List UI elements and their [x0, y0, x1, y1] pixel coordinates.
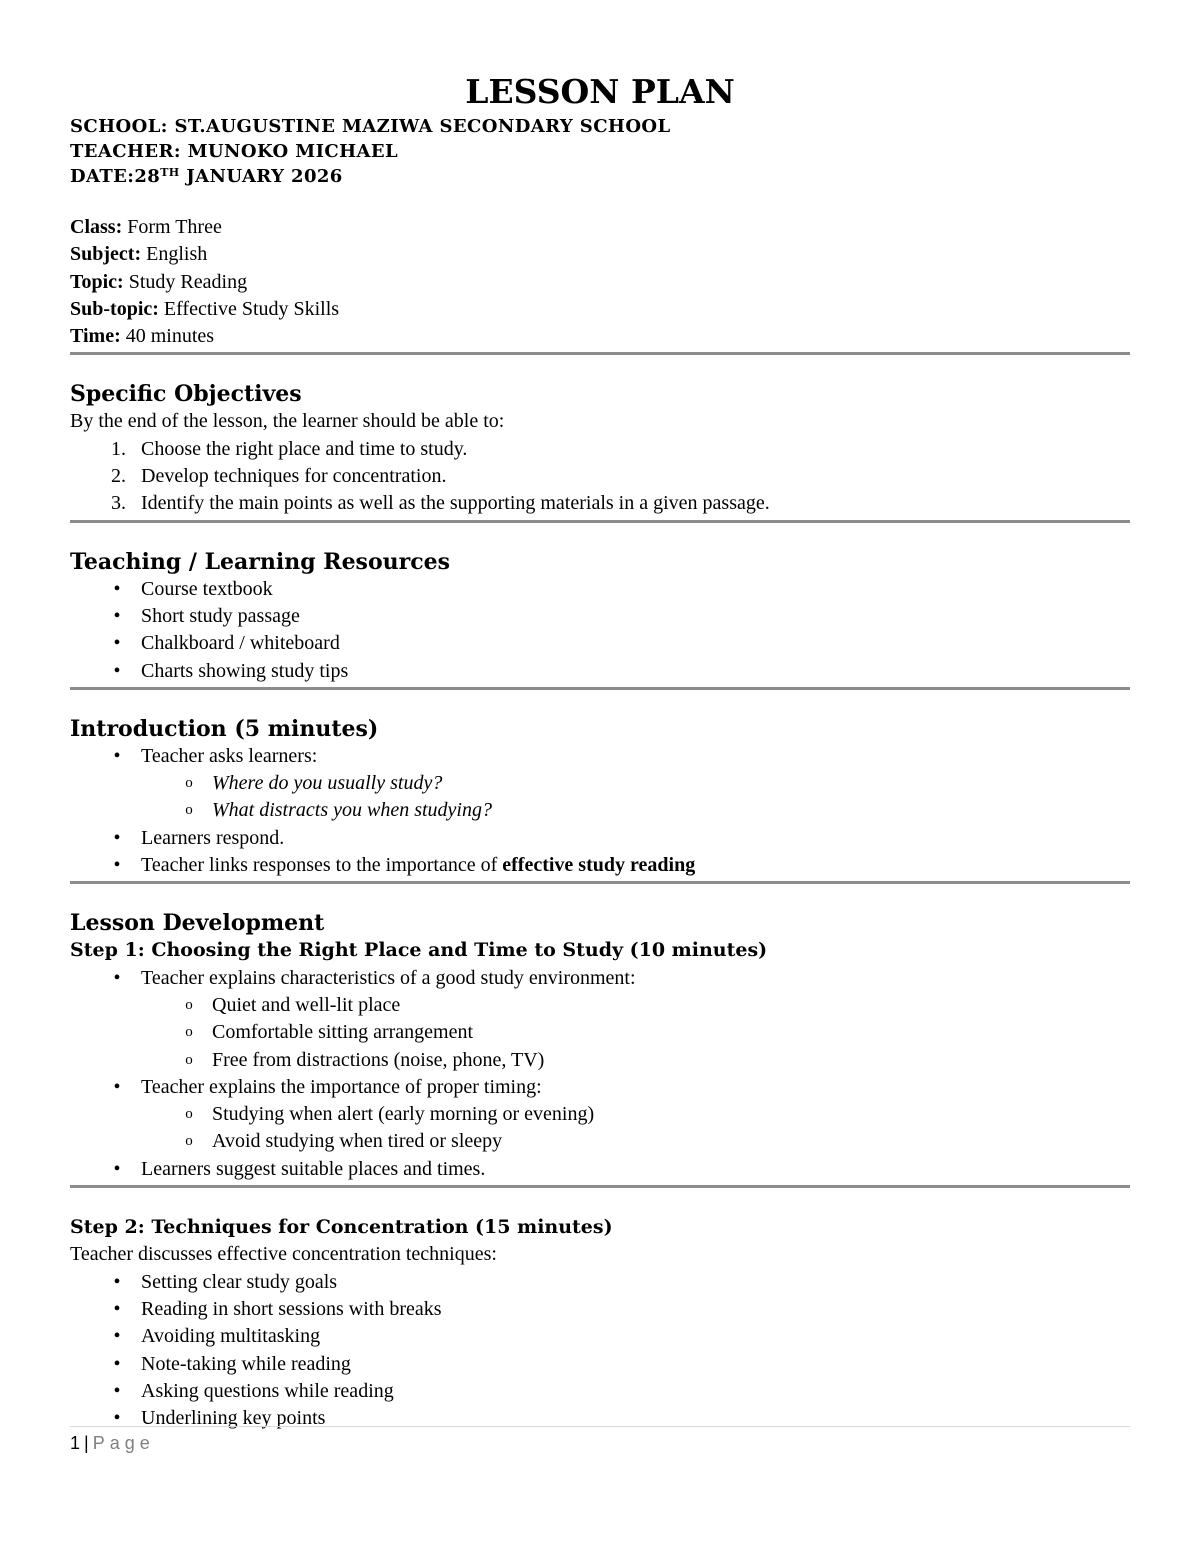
step2-list	[70, 1269, 1130, 1433]
sub-list-item: o Quiet and well-lit place	[70, 992, 1130, 1019]
list-item: • Underlining key points	[70, 1405, 1130, 1432]
sub-bullet-icon: o	[185, 775, 193, 792]
list-item: • Asking questions while reading	[70, 1378, 1130, 1405]
step1-list	[70, 965, 1130, 1183]
list-item: • Setting clear study goals	[70, 1269, 1130, 1296]
info-topic: Topic: Study Reading	[70, 270, 248, 293]
objectives-heading: Specific Objectives	[70, 381, 302, 408]
bullet-icon: •	[113, 1157, 121, 1180]
list-item: • Charts showing study tips	[70, 658, 1130, 685]
bullet-icon: •	[113, 826, 121, 849]
list-item: 2. Develop techniques for concentration.	[111, 465, 447, 488]
lesson-date: DATE:28TH JANUARY 2026	[70, 166, 343, 187]
list-item: • Teacher links responses to the importance of effective study reading	[70, 852, 1130, 879]
list-item: • Teacher explains the importance of proper timing:	[70, 1074, 1130, 1101]
list-item: • Course textbook	[70, 576, 1130, 603]
bullet-icon: •	[113, 1270, 121, 1293]
bullet-icon: •	[113, 577, 121, 600]
sub-bullet-icon: o	[185, 996, 193, 1013]
list-item: • Reading in short sessions with breaks	[70, 1296, 1130, 1323]
section-divider	[70, 687, 1130, 690]
list-item: • Teacher asks learners:	[70, 743, 1130, 770]
sub-list-item: o Where do you usually study?	[70, 770, 1130, 797]
step2-intro: Teacher discusses effective concentration techniques:	[70, 1243, 497, 1266]
list-item: • Teacher explains characteristics of a good study environment:	[70, 965, 1130, 992]
sub-bullet-icon: o	[185, 1024, 193, 1041]
document-page	[70, 72, 1130, 1432]
info-class: Class: Form Three	[70, 216, 222, 238]
sub-list-item: o Comfortable sitting arrangement	[70, 1019, 1130, 1046]
bullet-icon: •	[113, 1379, 121, 1402]
sub-bullet-icon: o	[185, 802, 193, 819]
objectives-list	[70, 436, 1130, 518]
bullet-icon: •	[113, 1352, 121, 1375]
sub-list-item: o Avoid studying when tired or sleepy	[70, 1128, 1130, 1155]
section-divider	[70, 520, 1130, 523]
sub-bullet-icon: o	[185, 1106, 193, 1123]
bullet-icon: •	[113, 1407, 121, 1430]
resources-list	[70, 576, 1130, 685]
teacher-name: TEACHER: MUNOKO MICHAEL	[70, 141, 399, 162]
section-divider	[70, 881, 1130, 884]
list-item: • Chalkboard / whiteboard	[70, 630, 1130, 657]
bullet-icon: •	[113, 1075, 121, 1098]
info-subtopic: Sub-topic: Effective Study Skills	[70, 297, 340, 320]
page-title: LESSON PLAN	[465, 72, 735, 111]
bullet-icon: •	[113, 632, 121, 655]
resources-heading: Teaching / Learning Resources	[70, 548, 450, 575]
school-name: SCHOOL: ST.AUGUSTINE MAZIWA SECONDARY SCHOOL	[70, 116, 671, 137]
page-footer	[70, 1426, 1130, 1454]
list-item: 3. Identify the main points as well as the supporting materials in a given passage.	[111, 492, 770, 515]
sub-list-item: o What distracts you when studying?	[70, 797, 1130, 824]
list-item: 1. Choose the right place and time to study.	[111, 437, 468, 460]
page-label: Page	[92, 1433, 155, 1453]
introduction-heading: Introduction (5 minutes)	[70, 715, 379, 742]
step1-heading: Step 1: Choosing the Right Place and Time to Study (10 minutes)	[70, 939, 768, 962]
footer-separator: |	[84, 1433, 89, 1453]
sub-bullet-icon: o	[185, 1133, 193, 1150]
list-item: • Note-taking while reading	[70, 1351, 1130, 1378]
bullet-icon: •	[113, 659, 121, 682]
list-item: • Learners suggest suitable places and times.	[70, 1156, 1130, 1183]
bullet-icon: •	[113, 966, 121, 989]
introduction-list	[70, 743, 1130, 879]
list-item: • Avoiding multitasking	[70, 1323, 1130, 1350]
page-number: 1	[70, 1433, 81, 1453]
bullet-icon: •	[113, 1297, 121, 1320]
bullet-icon: •	[113, 604, 121, 627]
sub-list-item: o Studying when alert (early morning or evening)	[70, 1101, 1130, 1128]
bullet-icon: •	[113, 744, 121, 767]
info-time: Time: 40 minutes	[70, 325, 215, 348]
bullet-icon: •	[113, 1325, 121, 1348]
list-item: • Short study passage	[70, 603, 1130, 630]
development-heading: Lesson Development	[70, 910, 325, 937]
bullet-icon: •	[113, 854, 121, 877]
sub-list-item: o Free from distractions (noise, phone, TV)	[70, 1047, 1130, 1074]
sub-bullet-icon: o	[185, 1051, 193, 1068]
list-item: • Learners respond.	[70, 825, 1130, 852]
step2-heading: Step 2: Techniques for Concentration (15 minutes)	[70, 1216, 613, 1239]
section-divider	[70, 352, 1130, 355]
info-subject: Subject: English	[70, 243, 208, 266]
section-divider	[70, 1185, 1130, 1188]
objectives-intro: By the end of the lesson, the learner should be able to:	[70, 410, 505, 433]
